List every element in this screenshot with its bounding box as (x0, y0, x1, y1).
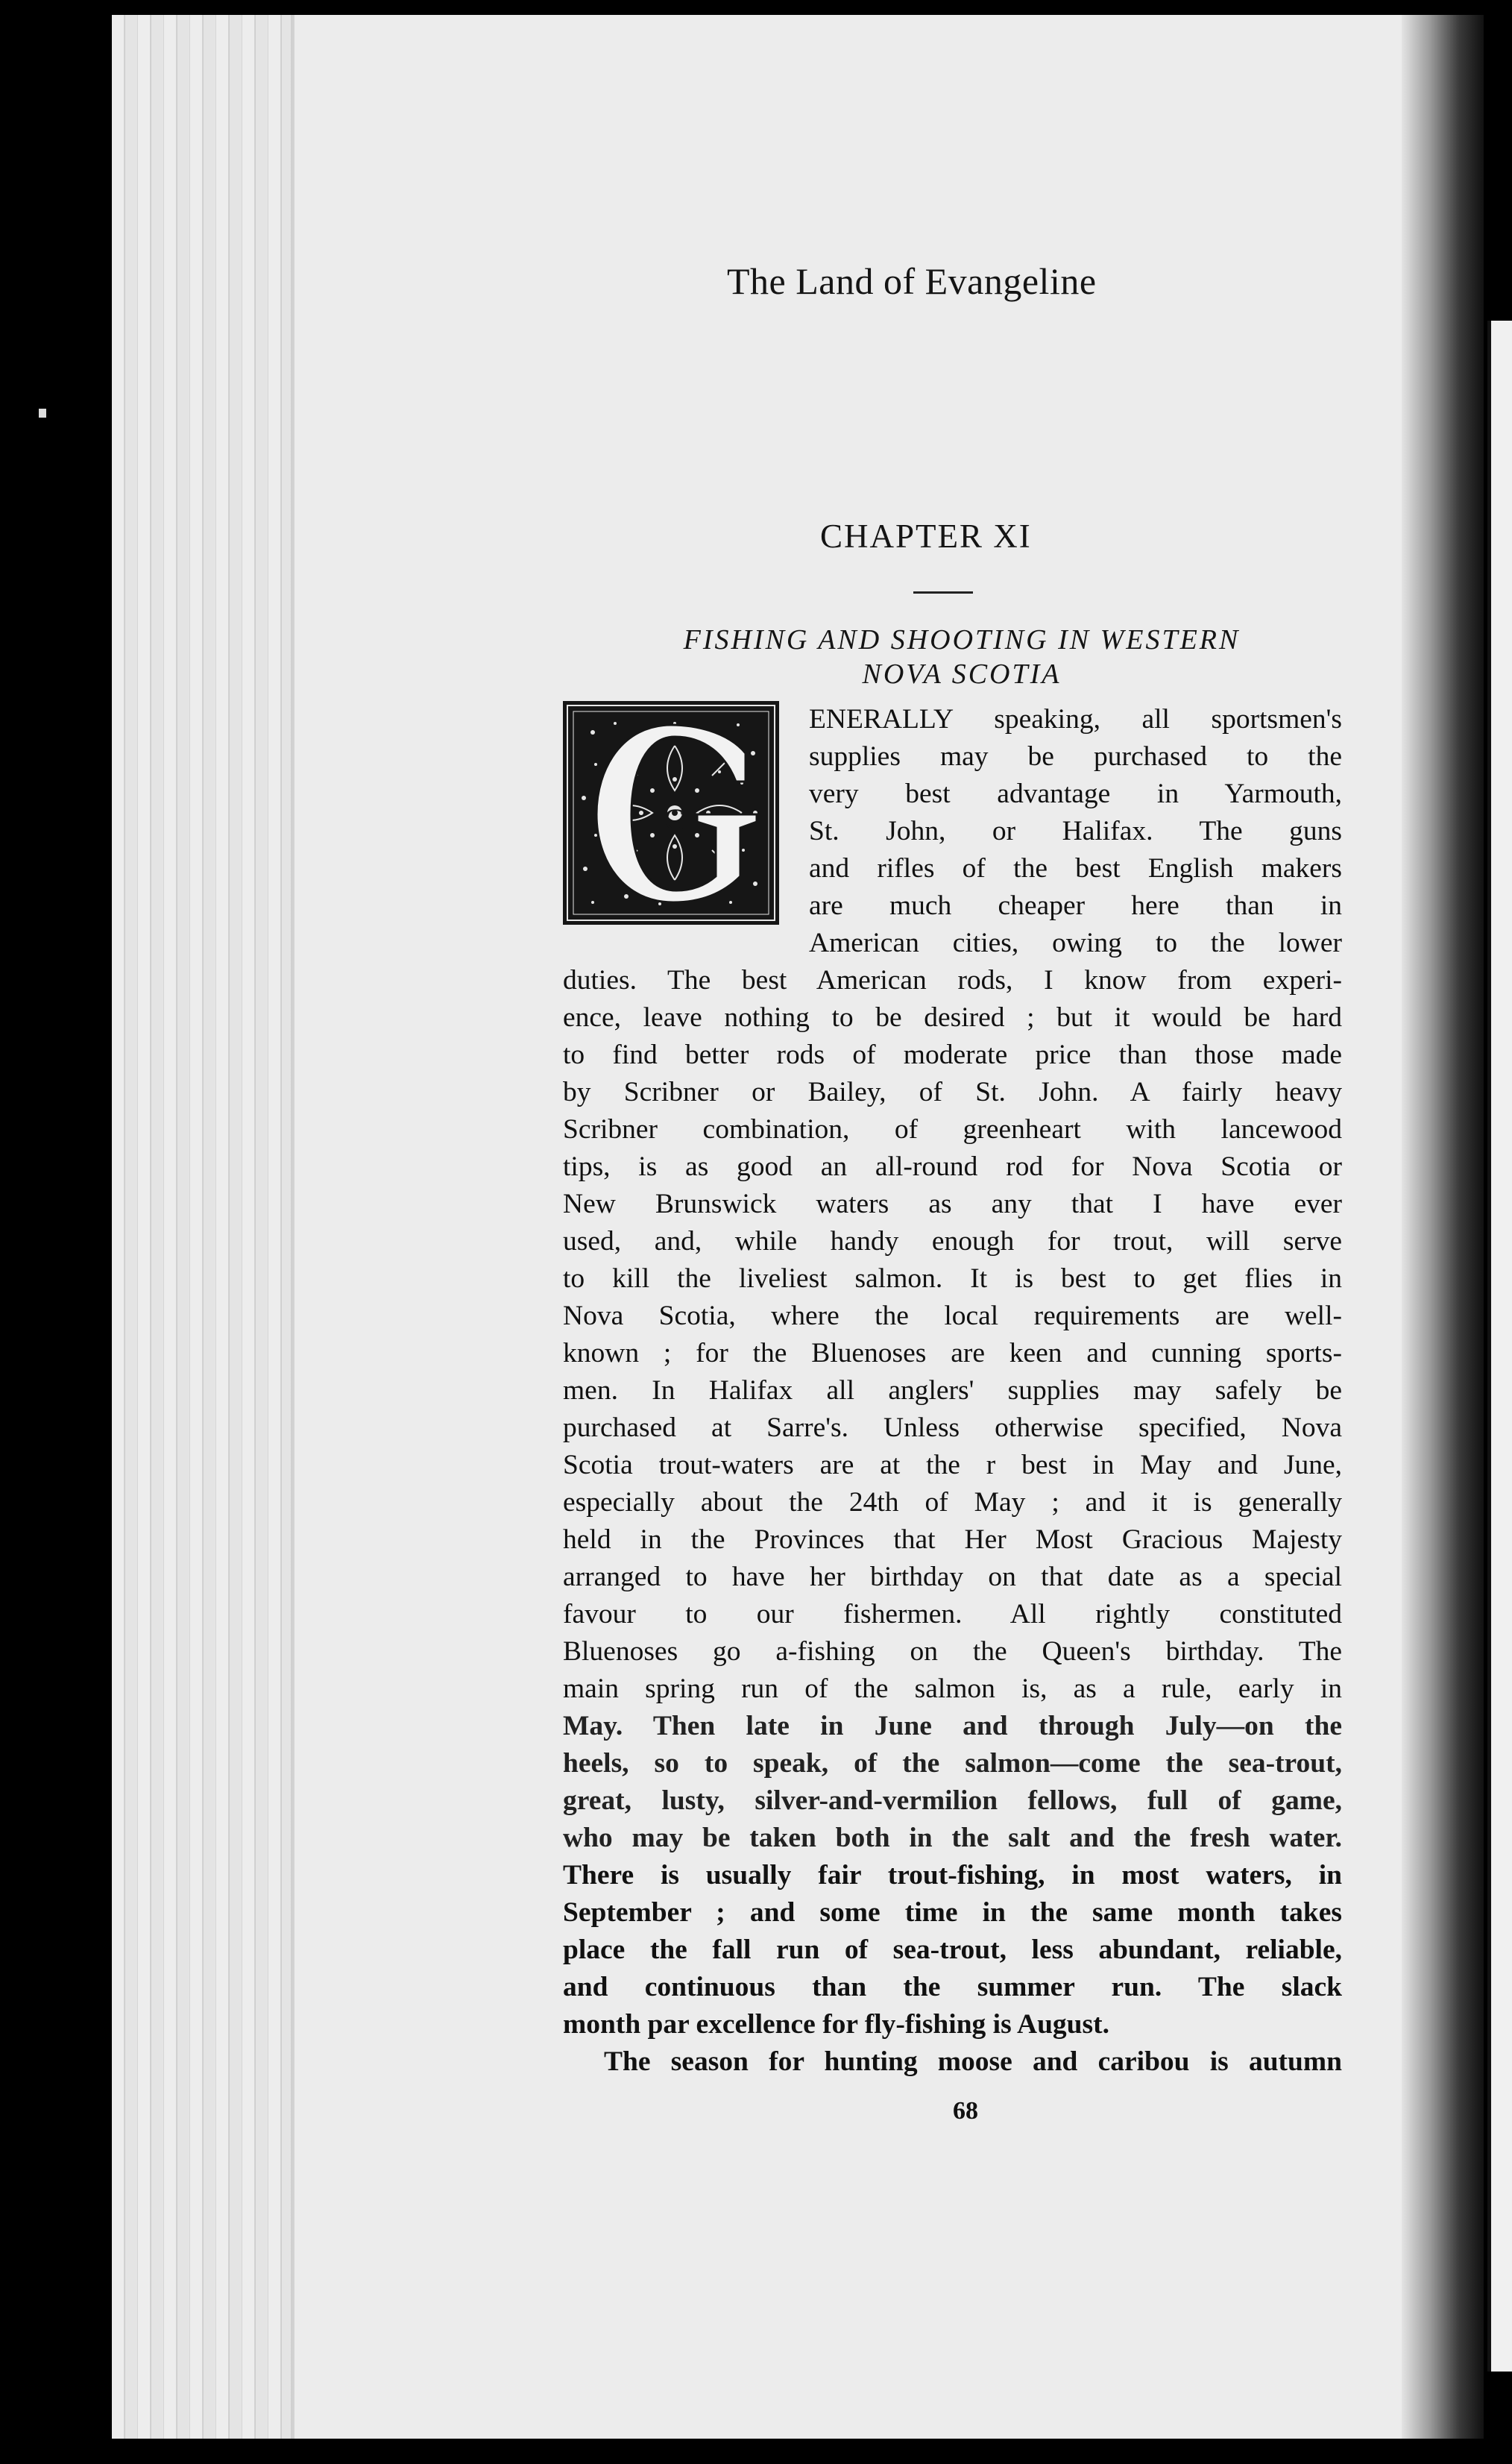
text-line: by Scribner or Bailey, of St. John. A fairly heavy (563, 1077, 1342, 1107)
text-line: ENERALLY speaking, all sportsmen's (809, 704, 1342, 735)
drop-cap-letter: G (664, 802, 686, 836)
text-line: supplies may be purchased to the (809, 741, 1342, 772)
text-line: place the fall run of sea-trout, less abundant, reliable, (563, 1935, 1342, 1965)
text-line: There is usually fair trout-fishing, in most waters, in (563, 1860, 1342, 1891)
text-line: duties. The best American rods, I know from experi- (563, 965, 1342, 996)
text-line: men. In Halifax all anglers' supplies may safely be (563, 1375, 1342, 1406)
text-line: tips, is as good an all-round rod for Nova Scotia or (563, 1151, 1342, 1182)
text-line: month par excellence for fly-fishing is August. (563, 2009, 1109, 2040)
chapter-heading: CHAPTER XI (820, 518, 1032, 555)
running-head: The Land of Evangeline (727, 260, 1097, 302)
text-line: September ; and some time in the same month takes (563, 1897, 1342, 1928)
margin-mark (39, 409, 46, 418)
facing-page-strip (1487, 321, 1512, 2372)
text-line: to find better rods of moderate price than those made (563, 1040, 1342, 1070)
text-line: who may be taken both in the salt and the fresh water. (563, 1823, 1342, 1853)
page-edges (112, 15, 291, 2439)
text-line: heels, so to speak, of the salmon—come the sea-trout, (563, 1748, 1342, 1779)
body-text (563, 701, 1342, 2081)
chapter-subtitle (574, 623, 1349, 691)
text-line: Nova Scotia, where the local requirements are well- (563, 1301, 1342, 1331)
text-line: Scotia trout-waters are at the r best in May and June, (563, 1450, 1342, 1480)
text-line: used, and, while handy enough for trout, will serve (563, 1226, 1342, 1257)
text-line: purchased at Sarre's. Unless otherwise specified, Nova (563, 1412, 1342, 1443)
text-line: especially about the 24th of May ; and it is generally (563, 1487, 1342, 1518)
page-number: 68 (953, 2097, 978, 2125)
text-line: to kill the liveliest salmon. It is best to get flies in (563, 1263, 1342, 1294)
subtitle-line-1: FISHING AND SHOOTING IN WESTERN (683, 624, 1241, 656)
chapter-rule (913, 591, 973, 594)
subtitle-line-2: NOVA SCOTIA (862, 659, 1062, 690)
text-line: New Brunswick waters as any that I have ever (563, 1189, 1342, 1219)
text-line: held in the Provinces that Her Most Gracious Majesty (563, 1524, 1342, 1555)
text-line: ence, leave nothing to be desired ; but it would be hard (563, 1002, 1342, 1033)
text-line: May. Then late in June and through July—on the (563, 1711, 1342, 1741)
text-line: favour to our fishermen. All rightly constituted (563, 1599, 1342, 1629)
text-line: and continuous than the summer run. The slack (563, 1972, 1342, 2002)
text-line: American cities, owing to the lower (809, 928, 1342, 958)
text-line: Bluenoses go a-fishing on the Queen's birthday. The (563, 1636, 1342, 1667)
text-line: St. John, or Halifax. The guns (809, 816, 1342, 846)
gutter-shadow (1402, 15, 1484, 2439)
text-line: great, lusty, silver-and-vermilion fellows, full of game, (563, 1785, 1342, 1816)
text-line: Scribner combination, of greenheart with lancewood (563, 1114, 1342, 1145)
text-line: known ; for the Bluenoses are keen and cunning sports- (563, 1338, 1342, 1368)
text-line: are much cheaper here than in (809, 890, 1342, 921)
text-line: very best advantage in Yarmouth, (809, 779, 1342, 809)
text-line: main spring run of the salmon is, as a rule, early in (563, 1673, 1342, 1704)
text-line: and rifles of the best English makers (809, 853, 1342, 884)
text-line: The season for hunting moose and caribou is autumn (604, 2046, 1342, 2077)
text-line: arranged to have her birthday on that date as a special (563, 1562, 1342, 1592)
